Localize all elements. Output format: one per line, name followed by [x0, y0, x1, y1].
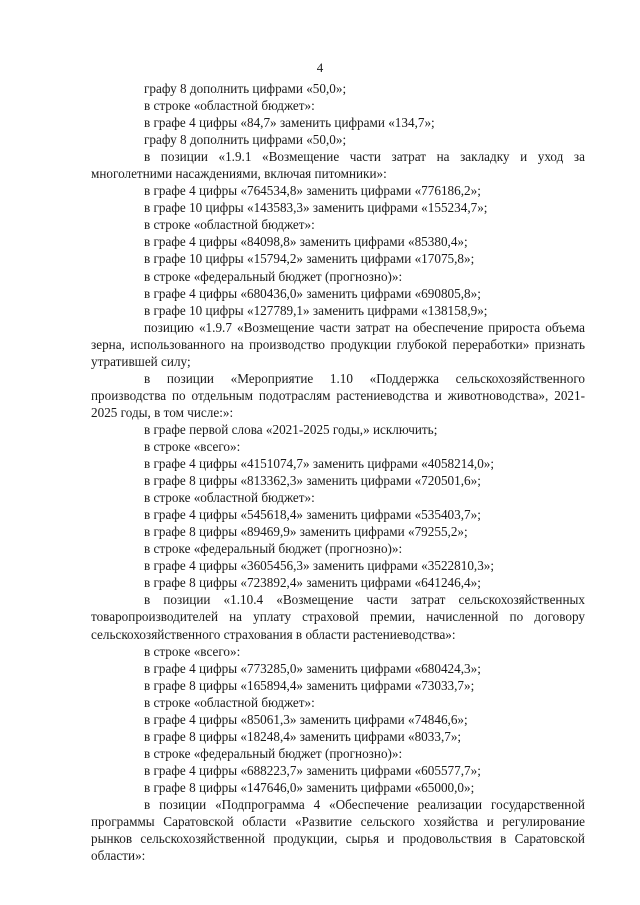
paragraph: в графе 4 цифры «545618,4» заменить цифрами «535403,7»;	[144, 507, 481, 523]
paragraph: в позиции «Подпрограмма 4 «Обеспечение реализации государственной программы Саратовской области «Развитие сельского хозяйства и регулирование рынков сельскохозяйственной продукции, сырья и продовольствия в Саратовской области»:	[91, 796, 585, 864]
paragraph: в строке «областной бюджет»:	[144, 694, 315, 710]
paragraph: в строке «всего»:	[144, 643, 241, 659]
paragraph: в графе 8 цифры «147646,0» заменить цифрами «65000,0»;	[144, 779, 475, 795]
paragraph: в графе 4 цифры «680436,0» заменить цифрами «690805,8»;	[144, 285, 481, 301]
paragraph: графу 8 дополнить цифрами «50,0»;	[144, 132, 347, 148]
paragraph: в графе 10 цифры «143583,3» заменить цифрами «155234,7»;	[144, 200, 488, 216]
paragraph: в графе 4 цифры «85061,3» заменить цифрами «74846,6»;	[144, 711, 468, 727]
paragraph: в графе первой слова «2021-2025 годы,» исключить;	[144, 421, 438, 437]
paragraph: в графе 8 цифры «813362,3» заменить цифрами «720501,6»;	[144, 473, 481, 489]
paragraph: в графе 8 цифры «89469,9» заменить цифрами «79255,2»;	[144, 524, 468, 540]
paragraph: позицию «1.9.7 «Возмещение части затрат на обеспечение прироста объема зерна, использованного на производство продукции глубокой переработки» признать утратившей силу;	[91, 319, 585, 369]
paragraph: в графе 10 цифры «127789,1» заменить цифрами «138158,9»;	[144, 302, 488, 318]
paragraph: в строке «федеральный бюджет (прогнозно)»:	[144, 745, 403, 761]
paragraph: в графе 10 цифры «15794,2» заменить цифрами «17075,8»;	[144, 251, 475, 267]
paragraph: в строке «областной бюджет»:	[144, 217, 315, 233]
paragraph: в позиции «Мероприятие 1.10 «Поддержка сельскохозяйственного производства по отдельным подотраслям растениеводства и животноводства», 2021-2025 годы, в том числе:»:	[91, 370, 585, 420]
document-body	[91, 80, 585, 864]
paragraph: в строке «областной бюджет»:	[144, 490, 315, 506]
paragraph: в графе 4 цифры «84,7» заменить цифрами «134,7»;	[144, 115, 435, 131]
paragraph: в строке «всего»:	[144, 438, 241, 454]
paragraph: в графе 4 цифры «773285,0» заменить цифрами «680424,3»;	[144, 660, 481, 676]
paragraph: в графе 4 цифры «688223,7» заменить цифрами «605577,7»;	[144, 762, 481, 778]
paragraph: в графе 8 цифры «165894,4» заменить цифрами «73033,7»;	[144, 677, 475, 693]
paragraph: графу 8 дополнить цифрами «50,0»;	[144, 81, 347, 96]
paragraph: в графе 4 цифры «4151074,7» заменить цифрами «4058214,0»;	[144, 456, 495, 472]
paragraph: в строке «федеральный бюджет (прогнозно)»:	[144, 541, 403, 557]
paragraph: в графе 4 цифры «764534,8» заменить цифрами «776186,2»;	[144, 183, 481, 199]
paragraph: в позиции «1.10.4 «Возмещение части затрат сельскохозяйственных товаропроизводителей на уплату страховой премии, начисленной по договору сельскохозяйственного страхования в области растениеводства»:	[91, 592, 585, 642]
page-number: 4	[316, 60, 324, 75]
paragraph: в позиции «1.9.1 «Возмещение части затрат на закладку и уход за многолетними насаждениями, включая питомники»:	[91, 149, 585, 182]
paragraph: в графе 4 цифры «3605456,3» заменить цифрами «3522810,3»;	[144, 558, 495, 574]
paragraph: в графе 8 цифры «723892,4» заменить цифрами «641246,4»;	[144, 575, 481, 591]
paragraph: в графе 8 цифры «18248,4» заменить цифрами «8033,7»;	[144, 728, 462, 744]
paragraph: в графе 4 цифры «84098,8» заменить цифрами «85380,4»;	[144, 234, 468, 250]
paragraph: в строке «федеральный бюджет (прогнозно)»:	[144, 268, 403, 284]
paragraph: в строке «областной бюджет»:	[144, 98, 315, 114]
